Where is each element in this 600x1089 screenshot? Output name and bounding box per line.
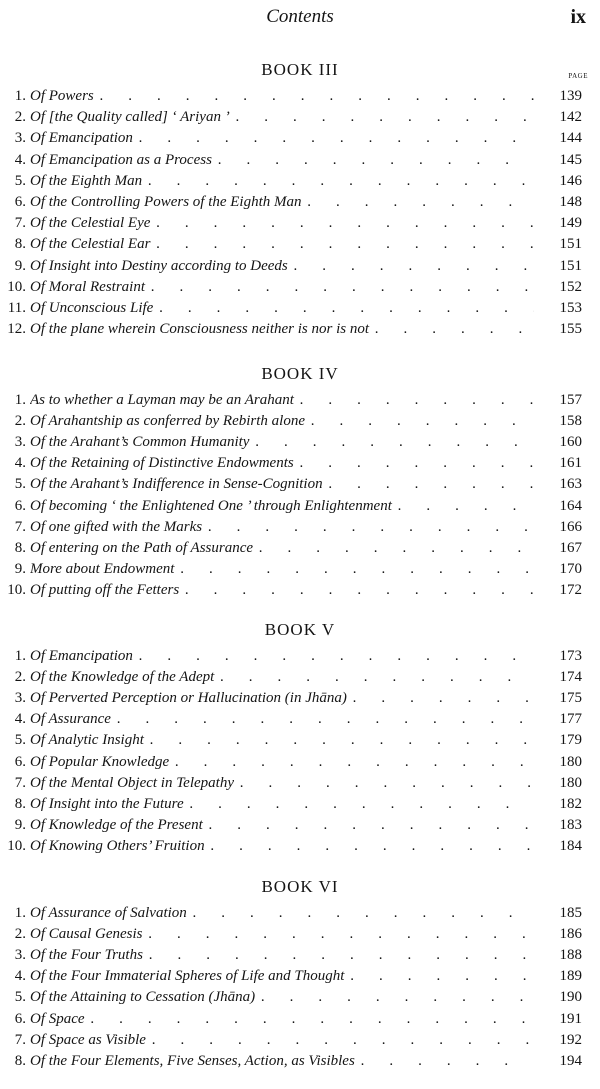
toc-entry [0,1053,600,1074]
entry-page: 174 [559,669,582,686]
book-title: BOOK III [261,60,339,79]
entry-number: 1. [14,648,26,664]
entry-page: 179 [559,732,582,749]
page-header [0,6,600,32]
entry-page: 167 [559,539,582,556]
toc-entry [0,796,600,817]
entry-title: Of the Four Immaterial Spheres of Life and Thought . [30,968,534,985]
entry-page: 146 [559,172,582,189]
entry-page: 145 [559,151,582,168]
entry-title: Of the Knowledge of the Adept . [30,669,534,686]
entry-title: Of the Four Truths . [30,947,534,964]
entry-title: Of Assurance of Salvation . [30,905,534,922]
entry-title: Of Unconscious Life . [30,300,534,317]
book-title: BOOK V [264,620,336,639]
book-title: BOOK VI [261,877,339,896]
entry-title: Of putting off the Fetters . [30,582,534,599]
entry-title: Of Causal Genesis . [30,926,534,943]
entry-title: Of Powers . [30,88,534,105]
entry-title: Of Moral Restraint . [30,279,534,296]
entry-number: 3. [14,434,26,451]
entry-page: 191 [559,1010,582,1027]
entry-title: Of the Celestial Ear . [30,236,534,253]
entry-page: 151 [559,236,582,253]
entry-page: 190 [559,989,582,1006]
toc-entry [0,561,600,582]
toc-entry [0,1011,600,1032]
entry-number: 5. [14,476,26,493]
toc-entry [0,392,600,413]
entry-title: Of [the Quality called] ‘ Ariyan ’ . [30,109,534,126]
entry-title: More about Endowment . [30,561,534,578]
entry-title: Of the plane wherein Consciousness neither is nor is not . [30,321,534,338]
toc-entry [0,152,600,173]
entry-page: 175 [559,690,582,707]
toc-entry [0,711,600,732]
entry-title: Of Emancipation . [30,130,534,147]
entry-title: Of Emancipation . [30,648,534,665]
entry-title: Of Arahantship as conferred by Rebirth alone . [30,413,534,430]
entry-number: 9. [14,560,26,577]
entry-page: 163 [559,476,582,493]
entry-number: 3. [14,130,26,147]
entry-number: 4. [14,455,26,472]
entry-title: Of the Celestial Eye . [30,215,534,232]
entry-number: 3. [14,947,26,964]
entry-page: 177 [559,711,582,728]
toc-entry [0,690,600,711]
toc-entry [0,582,600,603]
entry-number: 5. [14,989,26,1006]
entry-page: 157 [559,392,582,408]
toc-entry [0,838,600,859]
entry-number: 2. [14,109,26,126]
entry-title: Of the Eighth Man . [30,173,534,190]
toc-entry [0,648,600,669]
entry-number: 12. [7,321,26,338]
entry-number: 7. [14,1031,26,1048]
entry-number: 2. [14,413,26,430]
entry-title: Of Knowledge of the Present . [30,817,534,834]
entry-page: 180 [559,753,582,770]
entry-number: 8. [14,539,26,556]
entry-page: 158 [559,413,582,430]
toc-entry [0,194,600,215]
toc-entry [0,905,600,926]
entry-page: 172 [559,581,582,598]
entry-number: 8. [14,795,26,812]
entry-number: 7. [14,774,26,791]
toc-entry [0,300,600,321]
entry-title: Of Perverted Perception or Hallucination (in Jhāna) . [30,690,534,707]
entry-number: 6. [14,1010,26,1027]
entry-page: 144 [559,130,582,147]
entry-title: Of Assurance . [30,711,534,728]
entry-number: 2. [14,926,26,943]
entry-number: 5. [14,172,26,189]
toc-entry [0,926,600,947]
entry-page: 170 [559,560,582,577]
toc-entry [0,434,600,455]
entry-page: 180 [559,774,582,791]
toc-entry [0,968,600,989]
toc-entry [0,540,600,561]
toc-entry [0,279,600,300]
page-title: Contents [266,6,334,27]
entry-number: 7. [14,215,26,232]
entry-page: 182 [559,795,582,812]
toc-entry [0,258,600,279]
entry-number: 1. [14,392,26,408]
entry-page: 152 [559,278,582,295]
entry-page: 186 [559,926,582,943]
toc-entry [0,173,600,194]
entry-number: 6. [14,753,26,770]
entry-page: 149 [559,215,582,232]
entry-title: Of the Retaining of Distinctive Endowments . [30,455,534,472]
entry-page: 161 [559,455,582,472]
entry-page: 139 [559,88,582,104]
entry-page: 160 [559,434,582,451]
entry-title: Of Emancipation as a Process . [30,152,534,169]
toc-entry [0,1032,600,1053]
toc-entry [0,413,600,434]
entry-page: 183 [559,816,582,833]
entry-page: 142 [559,109,582,126]
entry-number: 6. [14,194,26,210]
entry-page: 188 [559,947,582,964]
entry-title: Of Knowing Others’ Fruition . [30,838,534,855]
book-title: BOOK IV [261,364,339,383]
toc-entry [0,109,600,130]
entry-number: 1. [14,905,26,921]
entry-number: 8. [14,236,26,253]
entry-number: 3. [14,690,26,707]
entry-title: As to whether a Layman may be an Arahant . [30,392,534,409]
entry-title: Of Popular Knowledge . [30,754,534,771]
page-column-label: PAGE [568,72,588,80]
toc-entry [0,455,600,476]
toc-entry [0,88,600,109]
entry-title: Of the Four Elements, Five Senses, Action, as Visibles . [30,1053,534,1070]
entry-title: Of Insight into the Future . [30,796,534,813]
toc-entry [0,947,600,968]
toc-entry [0,732,600,753]
entry-page: 151 [559,257,582,274]
entry-number: 10. [7,837,26,854]
entry-page: 166 [559,518,582,535]
entry-page: 148 [559,194,582,210]
toc-entry [0,775,600,796]
toc-entry [0,498,600,519]
entry-number: 7. [14,518,26,535]
entry-number: 6. [14,497,26,514]
toc-entry [0,519,600,540]
entry-number: 4. [14,151,26,168]
entry-number: 1. [14,88,26,104]
entry-page: 192 [559,1031,582,1048]
entry-page: 173 [559,648,582,664]
entry-title: Of becoming ‘ the Enlightened One ’ through Enlightenment . [30,498,534,515]
entry-title: Of Space . [30,1011,534,1028]
entry-number: 9. [14,816,26,833]
entry-number: 10. [7,278,26,295]
entry-page: 189 [559,968,582,985]
toc-entry [0,989,600,1010]
toc-entry [0,215,600,236]
entry-page: 185 [559,905,582,921]
toc-entry [0,817,600,838]
entry-number: 9. [14,257,26,274]
toc-entry [0,669,600,690]
entry-page: 194 [559,1052,582,1069]
entry-title: Of the Arahant’s Common Humanity . [30,434,534,451]
entry-title: Of one gifted with the Marks . [30,519,534,536]
entry-number: 10. [7,581,26,598]
entry-number: 4. [14,711,26,728]
entry-page: 184 [559,837,582,854]
entry-number: 5. [14,732,26,749]
entry-title: Of Analytic Insight . [30,732,534,749]
entry-title: Of the Mental Object in Telepathy . [30,775,534,792]
entry-title: Of Space as Visible . [30,1032,534,1049]
entry-page: 153 [559,300,582,316]
toc-entry [0,130,600,151]
entry-number: 4. [14,968,26,985]
toc-entry [0,236,600,257]
page-number: ix [570,6,586,28]
toc-entry [0,321,600,342]
entry-number: 8. [14,1052,26,1069]
entry-page: 155 [559,321,582,338]
entry-title: Of the Attaining to Cessation (Jhāna) . [30,989,534,1006]
entry-title: Of the Arahant’s Indifference in Sense-Cognition . [30,476,534,493]
toc-entry [0,476,600,497]
toc-entry [0,754,600,775]
entry-title: Of the Controlling Powers of the Eighth Man . [30,194,534,211]
entry-number: 11. [7,300,26,316]
entry-page: 164 [559,497,582,514]
entry-number: 2. [14,669,26,686]
entry-title: Of Insight into Destiny according to Deeds . [30,258,534,275]
entry-title: Of entering on the Path of Assurance . [30,540,534,557]
